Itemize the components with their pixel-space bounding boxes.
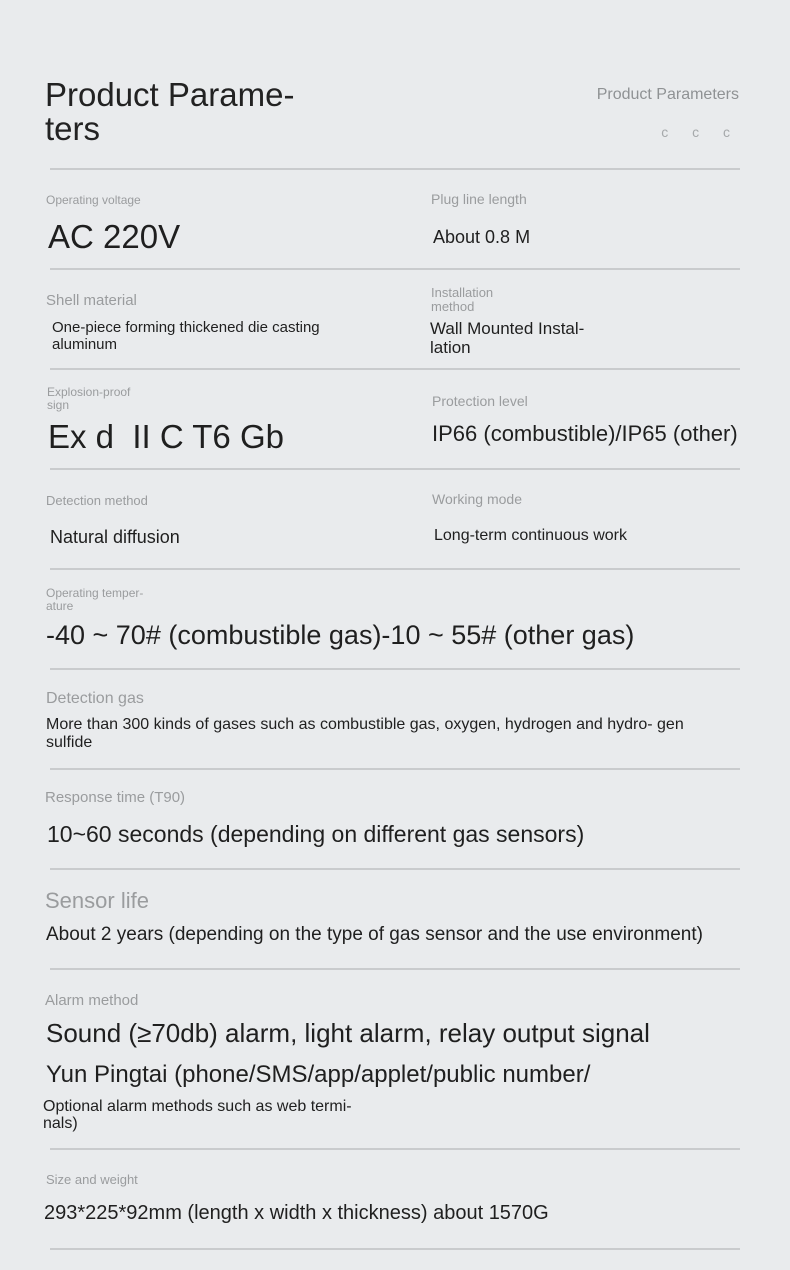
divider xyxy=(50,368,740,370)
detection-method-value: Natural diffusion xyxy=(50,527,180,547)
sensor-life-value: About 2 years (depending on the type of gas sensor and the use environment) xyxy=(46,924,703,945)
shell-material-value: One-piece forming thickened die casting aluminum xyxy=(52,319,320,353)
operating-temperature-label: Operating temper- ature xyxy=(46,586,144,613)
sensor-life-label: Sensor life xyxy=(45,888,149,913)
response-time-value: 10~60 seconds (depending on different gas sensors) xyxy=(47,821,585,847)
size-weight-value: 293*225*92mm (length x width x thickness) about 1570G xyxy=(44,1202,549,1224)
response-time-label: Response time (T90) xyxy=(45,789,186,806)
protection-level-value: IP66 (combustible)/IP65 (other) xyxy=(432,421,738,446)
page-title: Product Parame- ters xyxy=(45,76,295,147)
decorative-dots: c c c xyxy=(661,124,740,140)
divider xyxy=(50,968,740,970)
alarm-method-line3: Optional alarm methods such as web termi- nals) xyxy=(43,1098,352,1132)
divider xyxy=(50,668,740,670)
plug-line-length-label: Plug line length xyxy=(431,191,527,207)
operating-voltage-value: AC 220V xyxy=(48,218,181,255)
divider xyxy=(50,268,740,270)
explosion-proof-sign-value: Ex d II C T6 Gb xyxy=(48,418,284,455)
operating-voltage-label: Operating voltage xyxy=(46,193,141,207)
divider xyxy=(50,168,740,170)
divider xyxy=(50,568,740,570)
divider xyxy=(50,1248,740,1250)
shell-material-label: Shell material xyxy=(46,292,137,309)
working-mode-label: Working mode xyxy=(432,491,523,507)
page-subtitle: Product Parameters xyxy=(596,86,739,103)
plug-line-length-value: About 0.8 M xyxy=(433,227,531,247)
size-weight-label: Size and weight xyxy=(46,1172,138,1187)
protection-level-label: Protection level xyxy=(432,393,528,409)
divider xyxy=(50,1148,740,1150)
divider xyxy=(50,768,740,770)
installation-method-value: Wall Mounted Instal- lation xyxy=(430,319,585,357)
alarm-method-label: Alarm method xyxy=(45,992,139,1009)
divider xyxy=(50,468,740,470)
operating-temperature-value: -40 ~ 70# (combustible gas)-10 ~ 55# (other gas) xyxy=(46,620,635,650)
detection-method-label: Detection method xyxy=(46,493,148,508)
detection-gas-value: More than 300 kinds of gases such as combustible gas, oxygen, hydrogen and hydro- gen sulfide xyxy=(46,716,684,751)
explosion-proof-sign-label: Explosion-proof sign xyxy=(47,385,131,412)
alarm-method-line2: Yun Pingtai (phone/SMS/app/applet/public number/ xyxy=(46,1061,591,1088)
installation-method-label: Installation method xyxy=(431,285,494,314)
working-mode-value: Long-term continuous work xyxy=(434,527,627,544)
divider xyxy=(50,868,740,870)
detection-gas-label: Detection gas xyxy=(46,690,144,707)
alarm-method-line1: Sound (≥70db) alarm, light alarm, relay output signal xyxy=(46,1018,650,1048)
